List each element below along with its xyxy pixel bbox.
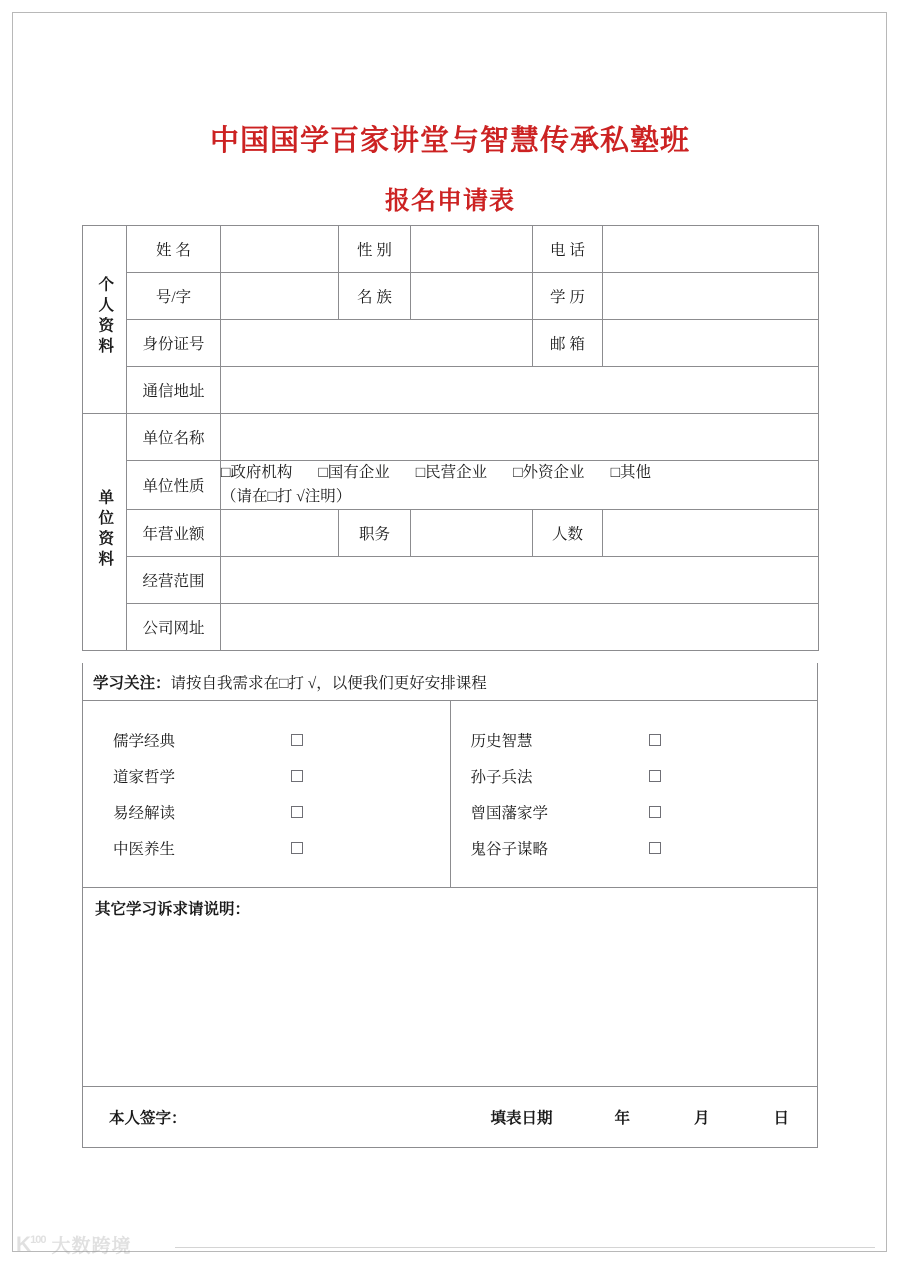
form-table bbox=[82, 225, 819, 651]
table-row bbox=[83, 510, 819, 557]
label-ethnicity: 名 族 bbox=[339, 273, 411, 320]
table-row bbox=[83, 226, 819, 273]
list-item[interactable] bbox=[451, 830, 818, 866]
section-label-personal bbox=[83, 226, 127, 414]
nature-option-4[interactable]: □其他 bbox=[610, 464, 651, 481]
label-company-nature: 单位性质 bbox=[127, 461, 221, 510]
study-focus-label: 儒学经典 bbox=[113, 733, 176, 750]
list-item[interactable] bbox=[83, 758, 450, 794]
company-nature-hint: （请在□打 √注明） bbox=[221, 488, 352, 506]
study-focus-label: 易经解读 bbox=[113, 805, 176, 822]
list-item[interactable] bbox=[451, 794, 818, 830]
study-focus-options bbox=[82, 700, 818, 888]
label-website: 公司网址 bbox=[127, 604, 221, 651]
watermark-rule bbox=[175, 1247, 875, 1248]
label-name: 姓 名 bbox=[127, 226, 221, 273]
list-item[interactable] bbox=[451, 758, 818, 794]
nature-option-1[interactable]: □国有企业 bbox=[318, 464, 390, 481]
section-label-personal-text: 个人资料 bbox=[96, 276, 114, 358]
label-company-name: 单位名称 bbox=[127, 414, 221, 461]
list-item[interactable] bbox=[451, 722, 818, 758]
table-row bbox=[83, 273, 819, 320]
label-phone: 电 话 bbox=[533, 226, 603, 273]
study-focus-label: 中医养生 bbox=[113, 841, 176, 858]
table-row bbox=[83, 557, 819, 604]
study-focus-label: 历史智慧 bbox=[470, 733, 533, 750]
watermark-text: 大数跨境 bbox=[51, 1236, 132, 1257]
field-ethnicity[interactable] bbox=[411, 273, 533, 320]
watermark-logo-icon: $K^{100}$ bbox=[16, 1233, 46, 1256]
label-id-number: 身份证号 bbox=[127, 320, 221, 367]
field-alias[interactable] bbox=[221, 273, 339, 320]
checkbox-icon[interactable] bbox=[291, 842, 303, 854]
checkbox-icon[interactable] bbox=[291, 806, 303, 818]
checkbox-icon[interactable] bbox=[649, 770, 661, 782]
checkbox-icon[interactable] bbox=[649, 734, 661, 746]
company-nature-options bbox=[221, 461, 818, 485]
study-focus-heading-bold: 学习关注： bbox=[93, 674, 171, 692]
signature-label: 本人签字： bbox=[109, 1109, 187, 1127]
study-focus-label: 曾国藩家学 bbox=[470, 805, 549, 822]
other-notes-label: 其它学习诉求请说明： bbox=[95, 901, 251, 918]
table-row bbox=[83, 414, 819, 461]
nature-option-2[interactable]: □民营企业 bbox=[415, 464, 488, 481]
field-name[interactable] bbox=[221, 226, 339, 273]
label-address: 通信地址 bbox=[127, 367, 221, 414]
field-address[interactable] bbox=[221, 367, 819, 414]
label-business-scope: 经营范围 bbox=[127, 557, 221, 604]
field-company-name[interactable] bbox=[221, 414, 819, 461]
checkbox-icon[interactable] bbox=[291, 734, 303, 746]
field-company-nature[interactable] bbox=[221, 461, 819, 510]
label-education: 学 历 bbox=[533, 273, 603, 320]
signature-row bbox=[82, 1086, 818, 1148]
label-gender: 性 别 bbox=[339, 226, 411, 273]
table-row bbox=[83, 367, 819, 414]
date-year-label: 年 bbox=[614, 1109, 630, 1127]
field-id-number[interactable] bbox=[221, 320, 533, 367]
list-item[interactable] bbox=[83, 722, 450, 758]
table-row bbox=[83, 320, 819, 367]
section-label-company bbox=[83, 414, 127, 651]
field-business-scope[interactable] bbox=[221, 557, 819, 604]
page-title: 中国国学百家讲堂与智慧传承私塾班 bbox=[209, 125, 690, 157]
field-website[interactable] bbox=[221, 604, 819, 651]
nature-option-3[interactable]: □外资企业 bbox=[513, 464, 585, 481]
date-label: 填表日期 bbox=[490, 1109, 553, 1127]
other-notes-field[interactable] bbox=[82, 887, 818, 1087]
page-subtitle: 报名申请表 bbox=[384, 188, 515, 215]
field-revenue[interactable] bbox=[221, 510, 339, 557]
field-email[interactable] bbox=[603, 320, 819, 367]
study-focus-label: 孙子兵法 bbox=[470, 769, 533, 786]
study-focus-right-column bbox=[451, 700, 818, 887]
label-position: 职务 bbox=[339, 510, 411, 557]
date-day-label: 日 bbox=[773, 1109, 789, 1127]
field-phone[interactable] bbox=[603, 226, 819, 273]
table-row bbox=[83, 604, 819, 651]
field-position[interactable] bbox=[411, 510, 533, 557]
list-item[interactable] bbox=[83, 794, 450, 830]
checkbox-icon[interactable] bbox=[291, 770, 303, 782]
date-group bbox=[490, 1106, 817, 1128]
nature-option-0[interactable]: □政府机构 bbox=[221, 464, 293, 481]
label-alias: 号/字 bbox=[127, 273, 221, 320]
registration-form bbox=[82, 225, 818, 651]
study-focus-heading bbox=[82, 663, 818, 701]
field-headcount[interactable] bbox=[603, 510, 819, 557]
date-month-label: 月 bbox=[693, 1109, 710, 1127]
study-focus-label: 鬼谷子谋略 bbox=[470, 841, 549, 858]
section-label-company-text: 单位资料 bbox=[96, 488, 114, 571]
study-focus-label: 道家哲学 bbox=[113, 769, 176, 786]
label-headcount: 人数 bbox=[533, 510, 603, 557]
field-education[interactable] bbox=[603, 273, 819, 320]
study-focus-heading-rest: 请按自我需求在□打 √，以便我们更好安排课程 bbox=[170, 674, 487, 692]
label-revenue: 年营业额 bbox=[127, 510, 221, 557]
label-email: 邮 箱 bbox=[533, 320, 603, 367]
study-focus-left-column bbox=[83, 700, 451, 887]
table-row bbox=[83, 461, 819, 510]
list-item[interactable] bbox=[83, 830, 450, 866]
field-gender[interactable] bbox=[411, 226, 533, 273]
checkbox-icon[interactable] bbox=[649, 842, 661, 854]
checkbox-icon[interactable] bbox=[649, 806, 661, 818]
